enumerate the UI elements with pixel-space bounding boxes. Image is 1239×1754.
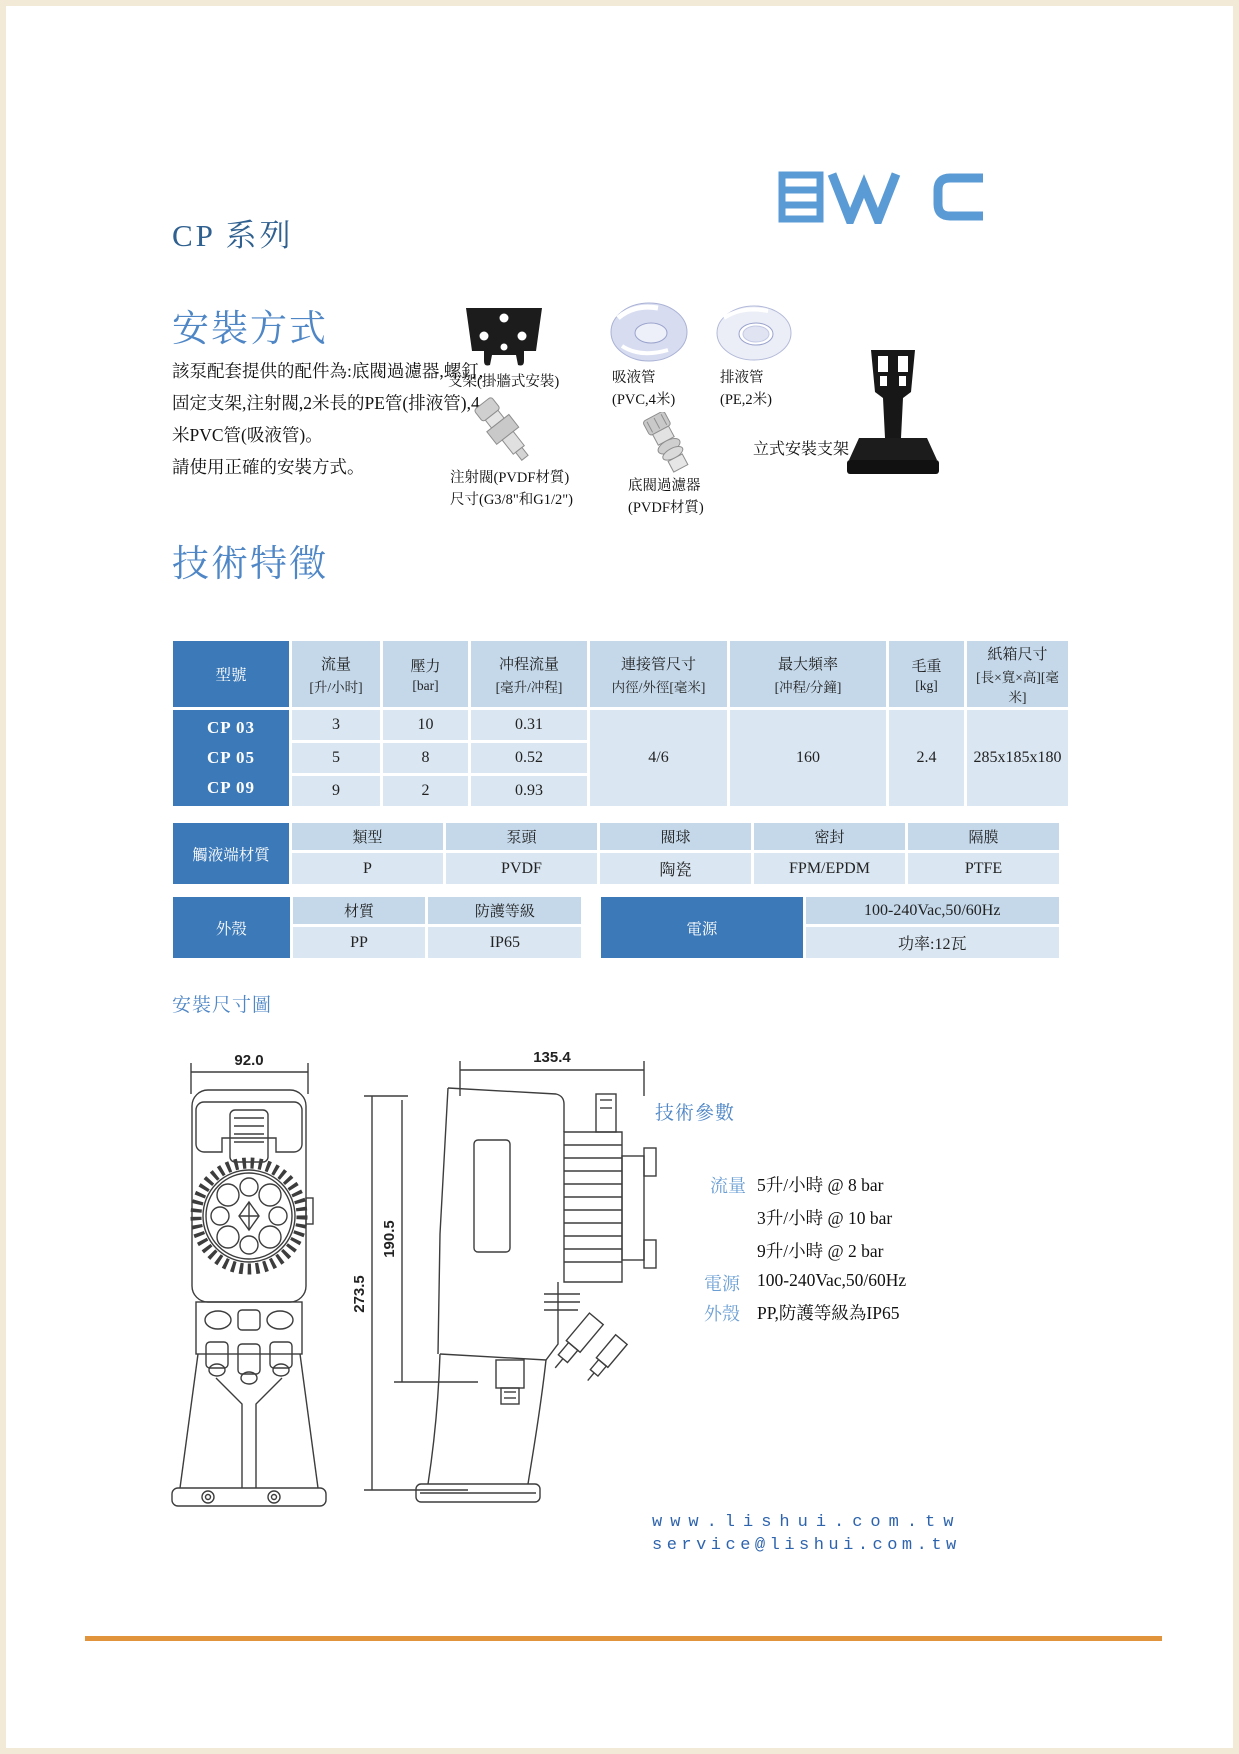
cp03-pressure: 10 xyxy=(383,710,468,740)
col-pressure-label: 壓力 xyxy=(410,658,441,675)
col-flow-unit: [升/小时] xyxy=(309,679,363,695)
cp05-flow: 5 xyxy=(292,743,380,773)
mat-seal: FPM/EPDM xyxy=(754,853,905,884)
email-link[interactable]: service@lishui.com.tw xyxy=(652,1536,961,1555)
col-flow xyxy=(292,641,380,707)
dimensions-heading: 安裝尺寸圖 xyxy=(172,995,273,1016)
housing-material: PP xyxy=(293,927,426,958)
install-heading: 安裝方式 xyxy=(172,309,328,350)
cp09-stroke: 0.93 xyxy=(471,776,587,806)
mat-head: PVDF xyxy=(446,853,597,884)
col-stroke xyxy=(471,641,587,707)
param-power-value: 100-240Vac,50/60Hz xyxy=(757,1270,907,1290)
col-freq xyxy=(730,641,886,707)
model-cp05: CP 05 xyxy=(207,748,255,768)
col-pressure-unit: [bar] xyxy=(412,677,439,693)
side-view-drawing xyxy=(348,1044,663,1526)
suction-caption-line2: (PVC,4米) xyxy=(612,391,676,408)
injection-caption xyxy=(450,468,573,512)
col-stroke-unit: [毫升/冲程] xyxy=(495,679,563,695)
mat-diaphragm: PTFE xyxy=(908,853,1059,884)
shared-freq: 160 xyxy=(730,710,886,806)
overall-height-dim: 273.5 xyxy=(351,1275,368,1313)
materials-label: 觸液端材質 xyxy=(173,823,289,884)
housing-power-table xyxy=(170,894,1062,961)
col-flow-label: 流量 xyxy=(320,656,351,673)
cp03-stroke: 0.31 xyxy=(471,710,587,740)
housing-rating: IP65 xyxy=(428,927,581,958)
discharge-caption xyxy=(720,368,772,412)
bracket-caption: 支架(掛牆式安裝) xyxy=(448,374,560,390)
front-width-dim: 92.0 xyxy=(234,1052,264,1069)
param-housing-value: PP,防護等級為IP65 xyxy=(757,1303,900,1323)
col-pressure xyxy=(383,641,468,707)
col-freq-unit: [冲程/分鐘] xyxy=(774,679,842,695)
discharge-tube-image xyxy=(712,303,796,363)
model-cp03: CP 03 xyxy=(207,718,255,738)
power-voltage: 100-240Vac,50/60Hz xyxy=(806,897,1060,924)
col-carton-label: 紙箱尺寸 xyxy=(987,646,1048,663)
col-freq-label: 最大頻率 xyxy=(777,656,838,673)
suction-tube-image xyxy=(606,300,692,364)
stand-caption: 立式安裝支架 xyxy=(753,441,850,458)
injection-valve-image xyxy=(462,394,546,468)
injection-caption-line2: 尺寸(G3/8"和G1/2") xyxy=(450,491,573,508)
body-height-dim: 190.5 xyxy=(381,1220,398,1258)
housing-col-material: 材質 xyxy=(293,897,426,924)
mat-col-seal: 密封 xyxy=(754,823,905,850)
col-pipe xyxy=(590,641,727,707)
materials-table xyxy=(170,820,1062,887)
power-wattage: 功率:12瓦 xyxy=(806,927,1060,958)
wall-bracket-image xyxy=(458,305,550,371)
cp09-pressure: 2 xyxy=(383,776,468,806)
param-flow-value-3: 9升/小時 @ 2 bar xyxy=(757,1241,884,1261)
col-stroke-label: 冲程流量 xyxy=(498,656,559,673)
col-model: 型號 xyxy=(173,641,289,707)
discharge-caption-line2: (PE,2米) xyxy=(720,391,772,408)
params-heading: 技術參數 xyxy=(655,1103,736,1124)
param-flow-label: 流量 xyxy=(710,1176,746,1196)
website-link[interactable]: www.lishui.com.tw xyxy=(652,1513,962,1532)
housing-col-rating: 防護等級 xyxy=(428,897,581,924)
mat-col-type: 類型 xyxy=(292,823,443,850)
power-label: 電源 xyxy=(601,897,802,958)
cp03-flow: 3 xyxy=(292,710,380,740)
suction-caption xyxy=(612,368,675,412)
injection-caption-line1: 注射閥(PVDF材質) xyxy=(450,470,570,486)
col-weight-unit: [kg] xyxy=(915,677,938,693)
install-paragraph: 該泵配套提供的配件為:底閥過濾器,螺釘,固定支架,注射閥,2米長的PE管(排液管),4米PVC管(吸液管)。 xyxy=(172,361,484,445)
col-carton xyxy=(967,641,1068,707)
param-power-label: 電源 xyxy=(704,1274,740,1294)
footer-rule xyxy=(85,1636,1162,1641)
install-note: 請使用正確的安裝方式。 xyxy=(172,457,365,477)
model-cp09: CP 09 xyxy=(207,777,255,797)
cp05-stroke: 0.52 xyxy=(471,743,587,773)
mat-col-diaphragm: 隔膜 xyxy=(908,823,1059,850)
bwc-logo xyxy=(778,170,990,224)
col-pipe-label: 連接管尺寸 xyxy=(620,656,696,673)
param-flow-value-2: 3升/小時 @ 10 bar xyxy=(757,1208,893,1228)
suction-caption-line1: 吸液管 xyxy=(612,370,656,386)
param-flow-value-1: 5升/小時 @ 8 bar xyxy=(757,1175,884,1195)
footvalve-caption-line2: (PVDF材質) xyxy=(628,499,704,516)
shared-pipe: 4/6 xyxy=(590,710,727,806)
mat-type: P xyxy=(292,853,443,884)
tech-heading: 技術特徵 xyxy=(172,544,328,585)
footvalve-caption-line1: 底閥過濾器 xyxy=(628,478,701,494)
mat-col-head: 泵頭 xyxy=(446,823,597,850)
series-title: CP 系列 xyxy=(172,218,294,253)
footer-contacts xyxy=(652,1513,963,1555)
housing-label: 外殼 xyxy=(173,897,290,958)
cp09-flow: 9 xyxy=(292,776,380,806)
front-view-drawing xyxy=(146,1048,356,1523)
shared-carton: 285x185x180 xyxy=(967,710,1068,806)
param-housing-label: 外殼 xyxy=(704,1304,740,1324)
footvalve-caption xyxy=(628,476,704,520)
side-width-dim: 135.4 xyxy=(533,1049,571,1066)
table-gap xyxy=(584,897,598,958)
shared-weight: 2.4 xyxy=(889,710,964,806)
col-carton-unit: [長×寬×高][毫米] xyxy=(976,669,1059,705)
cp05-pressure: 8 xyxy=(383,743,468,773)
mat-col-ball: 閥球 xyxy=(600,823,751,850)
col-weight-label: 毛重 xyxy=(911,658,942,675)
foot-valve-image xyxy=(620,412,718,476)
col-pipe-unit: 内徑/外徑[毫米] xyxy=(611,679,706,695)
mat-ball: 陶瓷 xyxy=(600,853,751,884)
col-weight xyxy=(889,641,964,707)
discharge-caption-line1: 排液管 xyxy=(720,370,764,386)
model-names-cell xyxy=(173,710,289,806)
spec-table xyxy=(170,638,1071,809)
vertical-stand-image xyxy=(845,346,941,486)
